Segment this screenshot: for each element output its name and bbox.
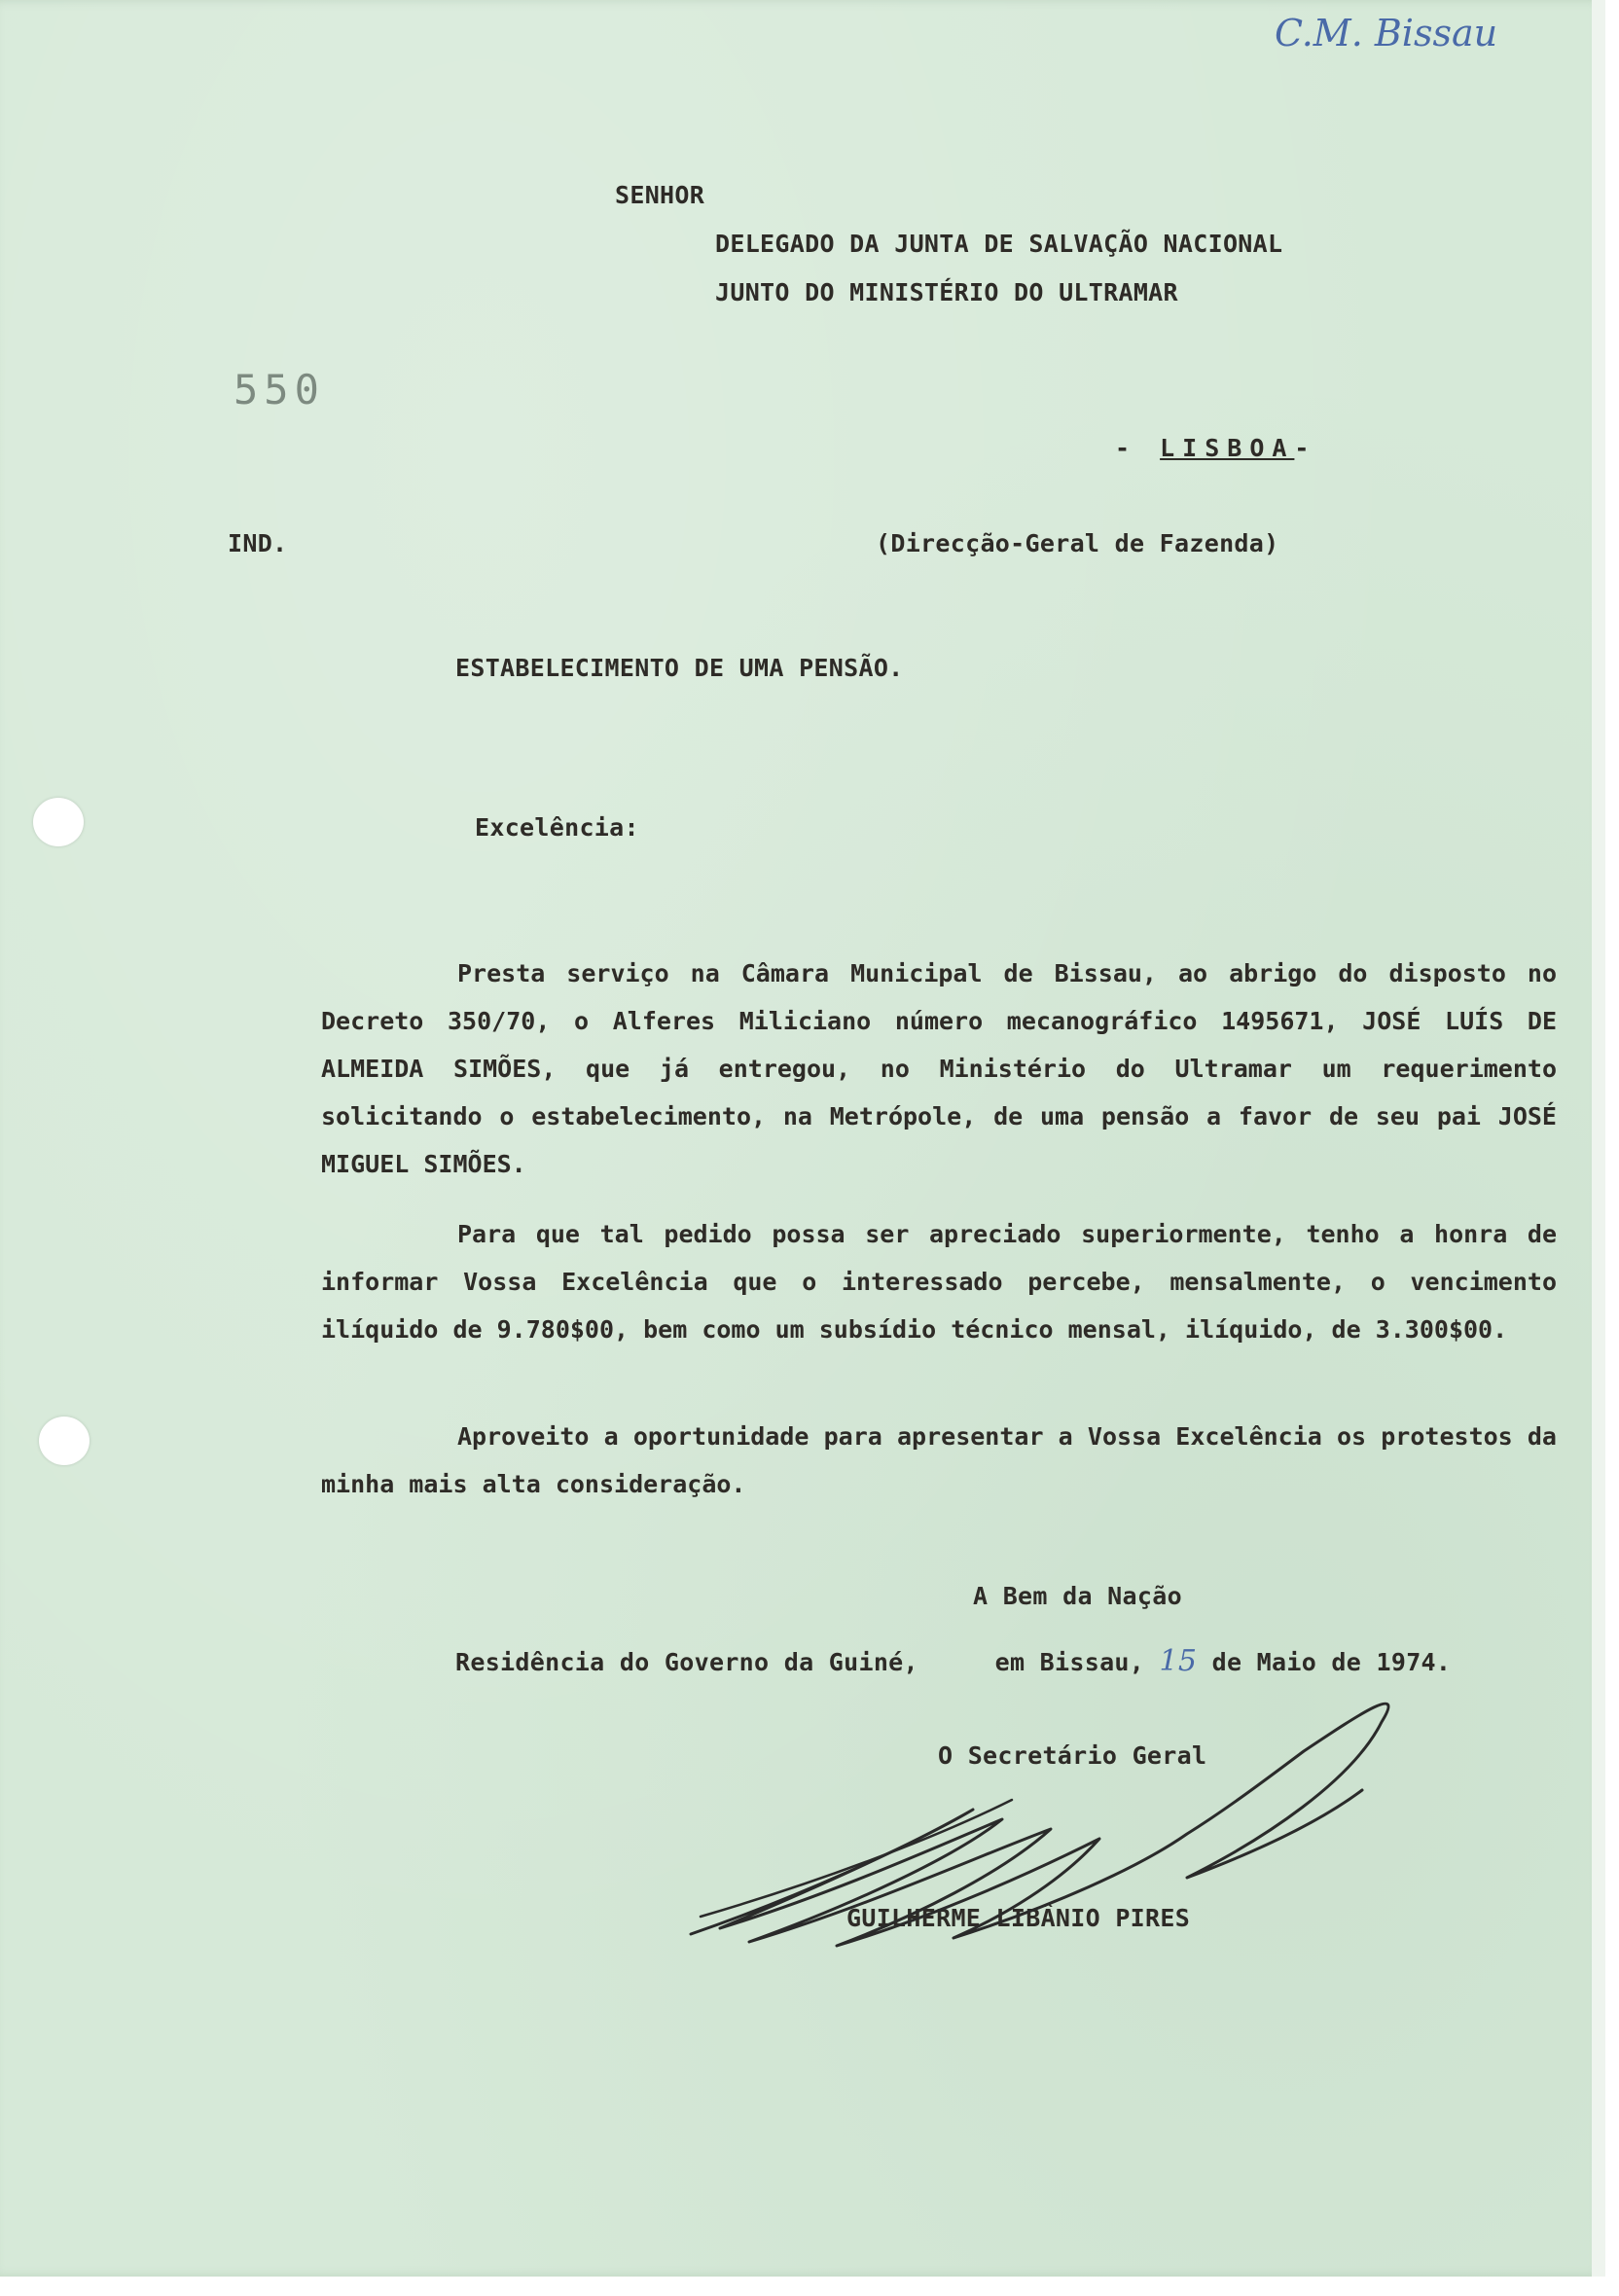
signature-stroke — [691, 1704, 1388, 1946]
city-name: LISBOA — [1160, 434, 1295, 462]
signatory-title: O Secretário Geral — [938, 1741, 1207, 1770]
addressee-line-2: DELEGADO DA JUNTA DE SALVAÇÃO NACIONAL — [715, 230, 1283, 258]
paper-edge — [1592, 0, 1605, 2277]
punch-hole — [33, 798, 84, 846]
salutation: Excelência: — [475, 813, 639, 842]
punch-hole — [39, 1417, 90, 1465]
subject-line: ESTABELECIMENTO DE UMA PENSÃO. — [455, 654, 904, 682]
date-prefix: em Bissau, — [994, 1648, 1145, 1676]
handwritten-signature — [681, 1673, 1421, 1965]
city-line: - LISBOA- — [1115, 434, 1317, 462]
handwritten-note: C.M. Bissau — [1275, 12, 1498, 54]
date-suffix: de Maio de 1974. — [1211, 1648, 1452, 1676]
handwritten-day: 15 — [1159, 1644, 1198, 1678]
addressee-line-3: JUNTO DO MINISTÉRIO DO ULTRAMAR — [715, 278, 1178, 306]
signatory-name: GUILHERME LIBÂNIO PIRES — [846, 1904, 1191, 1932]
reference-code: IND. — [228, 529, 288, 557]
closing-formula: A Bem da Nação — [973, 1582, 1182, 1610]
body-paragraph-1: Presta serviço na Câmara Municipal de Bissau, ao abrigo do disposto no Decreto 350/70, o Alferes Miliciano número mecanográfico 1495671, JOSÉ LUÍS DE ALMEIDA SIMÕES, que já entregou, no Ministério do Ultramar um requerimento solicitando o estabelecimento, na Metrópole, de uma pensão a favor de seu pai JOSÉ MIGUEL SIMÕES. — [321, 959, 1557, 1178]
place-origin: Residência do Governo da Guiné, — [455, 1648, 918, 1676]
department: (Direcção-Geral de Fazenda) — [876, 529, 1279, 557]
stamp-number: 550 — [234, 366, 325, 413]
addressee-line-1: SENHOR — [615, 181, 705, 209]
body-paragraph-3: Aproveito a oportunidade para apresentar a Vossa Excelência os protestos da minha mais alta consideração. — [321, 1422, 1557, 1498]
body-paragraph-2: Para que tal pedido possa ser apreciado superiormente, tenho a honra de informar Vossa Excelência que o interessado percebe, mensalmente, o vencimento ilíquido de 9.780$00, bem como um subsídio técnico mensal, ilíquido, de 3.300$00. — [321, 1220, 1557, 1344]
